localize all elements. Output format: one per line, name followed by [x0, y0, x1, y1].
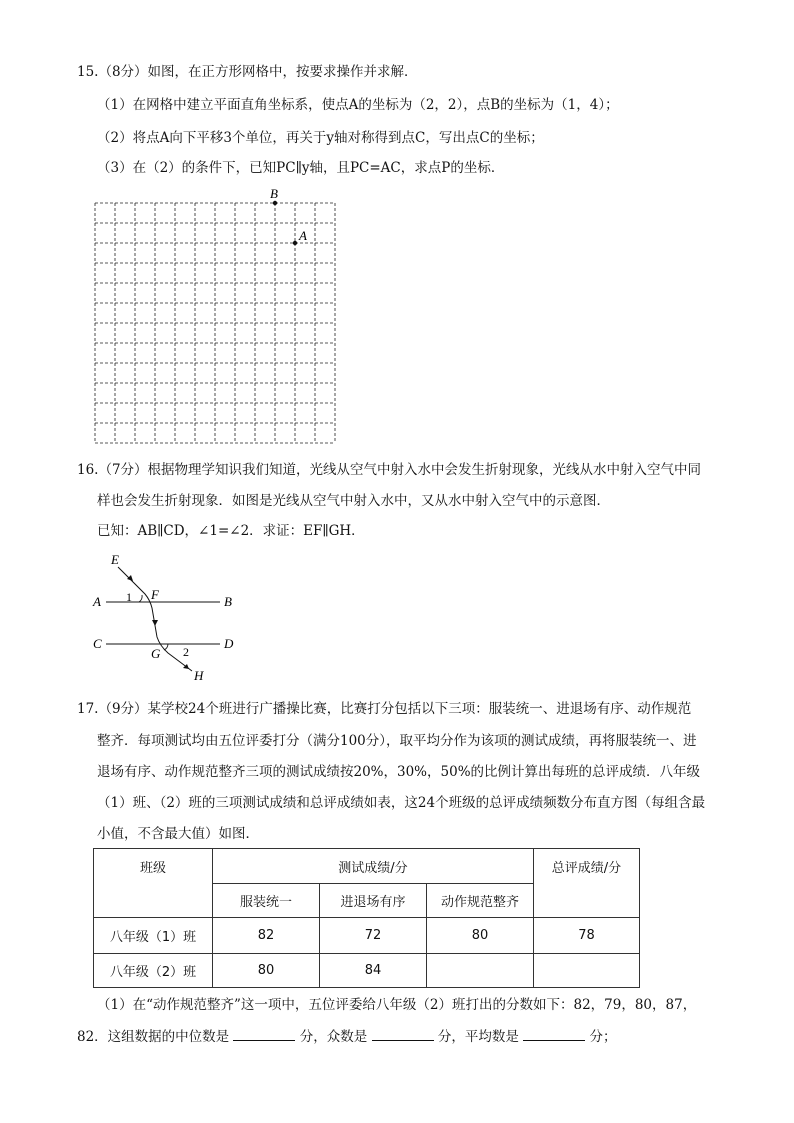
scores-table — [93, 848, 640, 988]
table-row — [94, 954, 640, 988]
q17-part1-line1: （1）在“动作规范整齐”这一项中，五位评委给八年级（2）班打出的分数如下：82，79，80，87， — [97, 997, 697, 1013]
median-blank[interactable] — [233, 1026, 295, 1041]
point-a-label: A — [299, 228, 307, 243]
q17-line4: （1）班、（2）班的三项测试成绩和总评成绩如表，这24个班级的总评成绩频数分布直方图（每组含最 — [97, 795, 706, 811]
point-a-dot — [293, 241, 297, 245]
q17-part1-text-c: 分，平均数是 — [437, 1029, 519, 1045]
label-h: H — [194, 668, 204, 683]
q17-line3: 退场有序、动作规范整齐三项的测试成绩按20%，30%，50%的比例计算出每班的总评成绩．八年级 — [97, 764, 701, 780]
angle-1-arc — [139, 595, 142, 602]
label-d: D — [224, 636, 234, 651]
label-f: F — [151, 587, 159, 602]
score-total — [534, 954, 640, 988]
label-g: G — [151, 646, 161, 661]
score-movement: 80 — [427, 918, 534, 954]
class-name: 八年级（1）班 — [94, 918, 213, 954]
header-test-scores: 测试成绩/分 — [213, 849, 534, 884]
mode-blank[interactable] — [372, 1026, 434, 1041]
score-uniform: 82 — [213, 918, 320, 954]
label-e: E — [111, 552, 119, 567]
score-entry-exit: 72 — [320, 918, 427, 954]
score-entry-exit: 84 — [320, 954, 427, 988]
q17-part1-text-b: 分，众数是 — [299, 1029, 368, 1045]
q15-part3: （3）在（2）的条件下，已知PC∥y轴，且PC=AC，求点P的坐标． — [97, 160, 505, 176]
header-movement: 动作规范整齐 — [427, 884, 534, 918]
point-b-dot — [273, 201, 277, 205]
score-total: 78 — [534, 918, 640, 954]
label-2: 2 — [183, 645, 189, 659]
class-name: 八年级（2）班 — [94, 954, 213, 988]
label-1: 1 — [126, 590, 132, 604]
point-b-label: B — [270, 186, 278, 201]
mean-blank[interactable] — [523, 1026, 585, 1041]
score-movement — [427, 954, 534, 988]
label-b: B — [224, 594, 232, 609]
q16-stem-line1: 16.（7分）根据物理学知识我们知道，光线从空气中射入水中会发生折射现象，光线从水中射入空气中同 — [77, 462, 702, 478]
q15-stem: 15.（8分）如图，在正方形网格中，按要求操作并求解． — [77, 64, 418, 80]
header-uniform: 服装统一 — [213, 884, 320, 918]
q16-stem-line2: 样也会发生折射现象．如图是光线从空气中射入水中，又从水中射入空气中的示意图． — [97, 493, 610, 509]
label-c: C — [93, 636, 102, 651]
header-class: 班级 — [94, 849, 213, 918]
q17-part1-text-a: 82．这组数据的中位数是 — [77, 1029, 230, 1045]
score-uniform: 80 — [213, 954, 320, 988]
square-grid — [95, 186, 335, 443]
q17-part1-text-d: 分； — [589, 1029, 617, 1045]
q17-line2: 整齐．每项测试均由五位评委打分（满分100分），取平均分作为该项的测试成绩，再将服装统一、进 — [97, 733, 697, 749]
q15-part1: （1）在网格中建立平面直角坐标系，使点A的坐标为（2，2），点B的坐标为（1，4）； — [97, 97, 619, 113]
header-total-score: 总评成绩/分 — [534, 849, 640, 918]
q16-given: 已知：AB∥CD，∠1=∠2．求证：EF∥GH． — [97, 523, 365, 539]
table-row — [94, 918, 640, 954]
q17-line1: 17.（9分）某学校24个班进行广播操比赛，比赛打分包括以下三项：服装统一、进退场有序、动作规范 — [77, 701, 692, 717]
refraction-diagram — [88, 550, 248, 685]
arrow-ef — [127, 575, 133, 581]
label-a: A — [93, 594, 101, 609]
q15-part2: （2）将点A向下平移3个单位，再关于y轴对称得到点C，写出点C的坐标； — [97, 130, 544, 146]
arrow-fg — [152, 620, 158, 626]
q17-line5: 小值，不含最大值）如图． — [97, 826, 259, 842]
q17-part1-line2 — [77, 1026, 616, 1047]
header-entry-exit: 进退场有序 — [320, 884, 427, 918]
